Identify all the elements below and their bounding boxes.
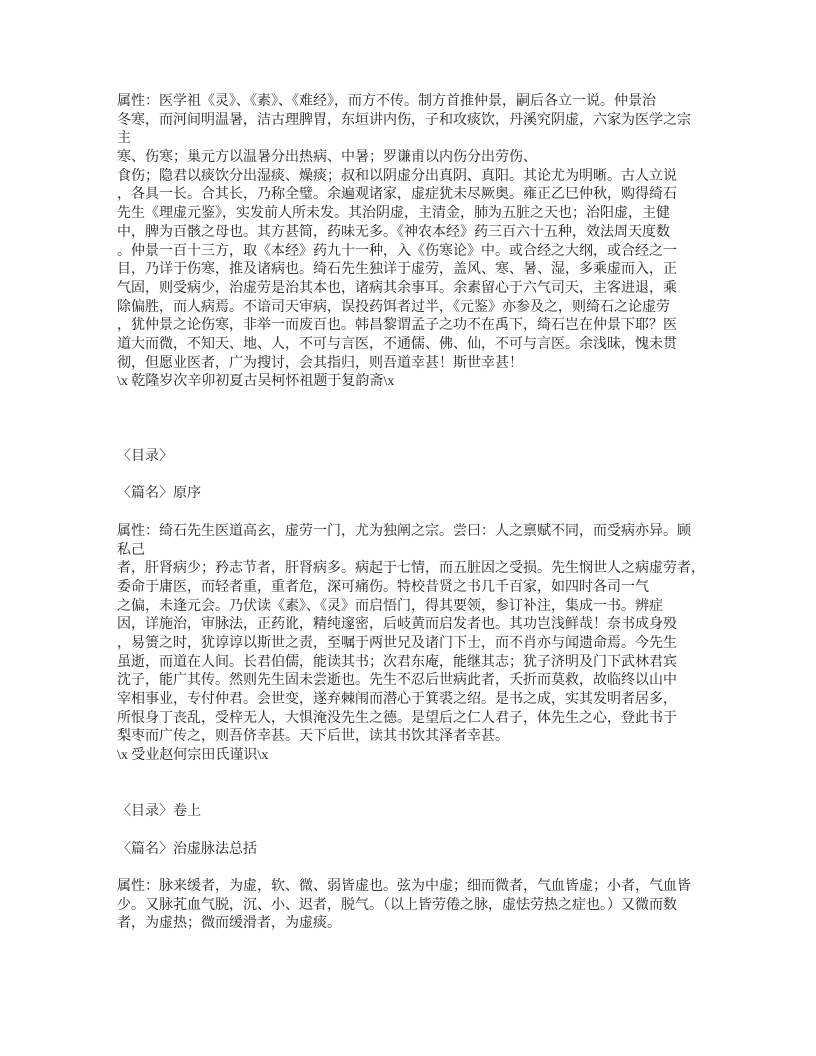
text-line: 彻，但愿业医者，广为搜讨，会其指归，则吾道幸甚！斯世幸甚！ xyxy=(117,355,523,371)
text-line: 属性：绮石先生医道高玄，虚劳一门，尤为独阐之宗。尝曰：人之禀赋不同，而受病亦异。顾 xyxy=(117,523,691,539)
text-line: 者，为虚热；微而缓滑者，为虚痰。 xyxy=(117,916,341,932)
chapter-title-line: 〈篇名〉治虚脉法总括 xyxy=(117,841,257,857)
text-line: 气固，则受病少，治虚劳是治其本也，诸病其余事耳。余素留心于六气司天，主客进退，乘 xyxy=(117,280,677,296)
text-line: 属性：脉来缓者，为虚，软、微、弱皆虚也。弦为中虚；细而微者，气血皆虚；小者，气血皆 xyxy=(117,878,691,894)
text-line: 者，肝肾病少；矜志节者，肝肾病多。病起于七情，而五脏因之受损。先生悯世人之病虚劳者， xyxy=(117,561,705,577)
blank-line xyxy=(117,467,757,486)
text-line: 。仲景一百十三方，取《本经》药九十一种，入《伤寒论》中。或合经之大纲，或合经之一 xyxy=(117,243,677,259)
text-line: ，各具一长。合其长，乃称全璧。余遍观诸家，虚症犹未尽厥奥。雍正乙巳仲秋，购得绮石 xyxy=(117,187,677,203)
blank-line xyxy=(117,392,757,411)
text-line: 中，脾为百骸之母也。其方甚简，药味无多。《神农本经》药三百六十五种，效法周天度数 xyxy=(117,224,670,240)
blank-line xyxy=(117,859,757,878)
blank-line xyxy=(117,822,757,841)
text-line: 食伤；隐君以痰饮分出湿痰、燥痰；叔和以阴虚分出真阴、真阳。其论尤为明晰。古人立说 xyxy=(117,168,677,184)
text-line: 寒、伤寒；巢元方以温暑分出热病、中暑；罗谦甫以内伤分出劳伤、 xyxy=(117,150,537,166)
attribution-line: \x 受业赵何宗田氏谨识\x xyxy=(117,748,269,764)
text-line: 先生《理虚元鉴》，实发前人所未发。其治阴虚，主清金，肺为五脏之天也；治阳虚，主健 xyxy=(117,206,670,222)
document-text xyxy=(117,93,757,934)
text-line: 宰相事业，专付仲君。会世变，遂弃棘闱而潜心于箕裘之绍。是书之成，实其发明者居多， xyxy=(117,692,677,707)
text-line: 之偏，未逢元会。乃伏读《素》、《灵》而启悟门，得其要领，参订补注，集成一书。辨症 xyxy=(117,598,663,614)
text-line: 道大而微，不知天、地、人，不可与言医，不通儒、佛、仙，不可与言医。余浅昧，愧未贯 xyxy=(117,336,677,352)
attribution-line: \x 乾隆岁次辛卯初夏古吴柯怀祖题于复韵斋\x xyxy=(117,374,395,390)
text-line: 私己 xyxy=(117,542,145,558)
text-line: 主 xyxy=(117,131,131,147)
toc-marker-line: 〈目录〉卷上 xyxy=(117,804,201,820)
chapter-title-line: 〈篇名〉原序 xyxy=(117,486,201,502)
text-line: 少。又脉芤血气脱，沉、小、迟者，脱气。（以上皆劳倦之脉，虚怯劳热之症也。）又微而数 xyxy=(117,897,677,913)
blank-line xyxy=(117,784,757,803)
text-line: 沈子，能广其传。然则先生固未尝逝也。先生不忍后世病此者，夭折而莫救，故临终以山中 xyxy=(117,673,677,689)
toc-marker-line: 〈目录〉 xyxy=(117,449,173,465)
text-line: 目，乃详于伤寒，推及诸病也。绮石先生独详于虚劳，盖风、寒、暑、湿，多乘虚而入，正 xyxy=(117,262,677,278)
text-line: 所恨身丁丧乱，受梓无人，大惧淹没先生之德。是望后之仁人君子，体先生之心，登此书于 xyxy=(117,710,677,726)
blank-line xyxy=(117,429,757,448)
text-line: ，易箦之时，犹谆谆以斯世之责，至嘱于两世兄及诸门下士，而不肖亦与闻遗命焉。今先生 xyxy=(117,635,677,651)
text-line: 因，详施治，审脉法，正药讹，精纯邃密，后岐黄而启发者也。其功岂浅鲜哉！奈书成身殁 xyxy=(117,617,677,633)
text-line: 梨枣而广传之，则吾侪幸甚。天下后世，读其书饮其泽者幸甚。 xyxy=(117,729,509,745)
text-line: 属性：医学祖《灵》、《素》、《难经》，而方不传。制方首推仲景，嗣后各立一说。仲景治 xyxy=(117,94,656,109)
text-line: 冬寒，而河间明温暑，洁古理脾胃，东垣讲内伤，子和攻痰饮，丹溪究阴虚，六家为医学之宗 xyxy=(117,112,691,128)
blank-line xyxy=(117,411,757,430)
text-line: 除偏胜，而人病焉。不谙司天审病，误投药饵者过半，《元鉴》亦参及之，则绮石之论虚劳 xyxy=(117,299,670,315)
text-line: 虽逝，而道在人间。长君伯儒，能读其书；次君东庵，能继其志；犹子济明及门下武林君宾 xyxy=(117,654,677,670)
text-line: ，犹仲景之论伤寒，非举一而废百也。韩昌黎谓孟子之功不在禹下，绮石岂在仲景下耶？医 xyxy=(117,318,677,334)
text-line: 委命于庸医，而轻者重，重者危，深可痛伤。特校昔贤之书几千百家，如四时各司一气 xyxy=(117,579,649,595)
blank-line xyxy=(117,766,757,785)
blank-line xyxy=(117,504,757,523)
